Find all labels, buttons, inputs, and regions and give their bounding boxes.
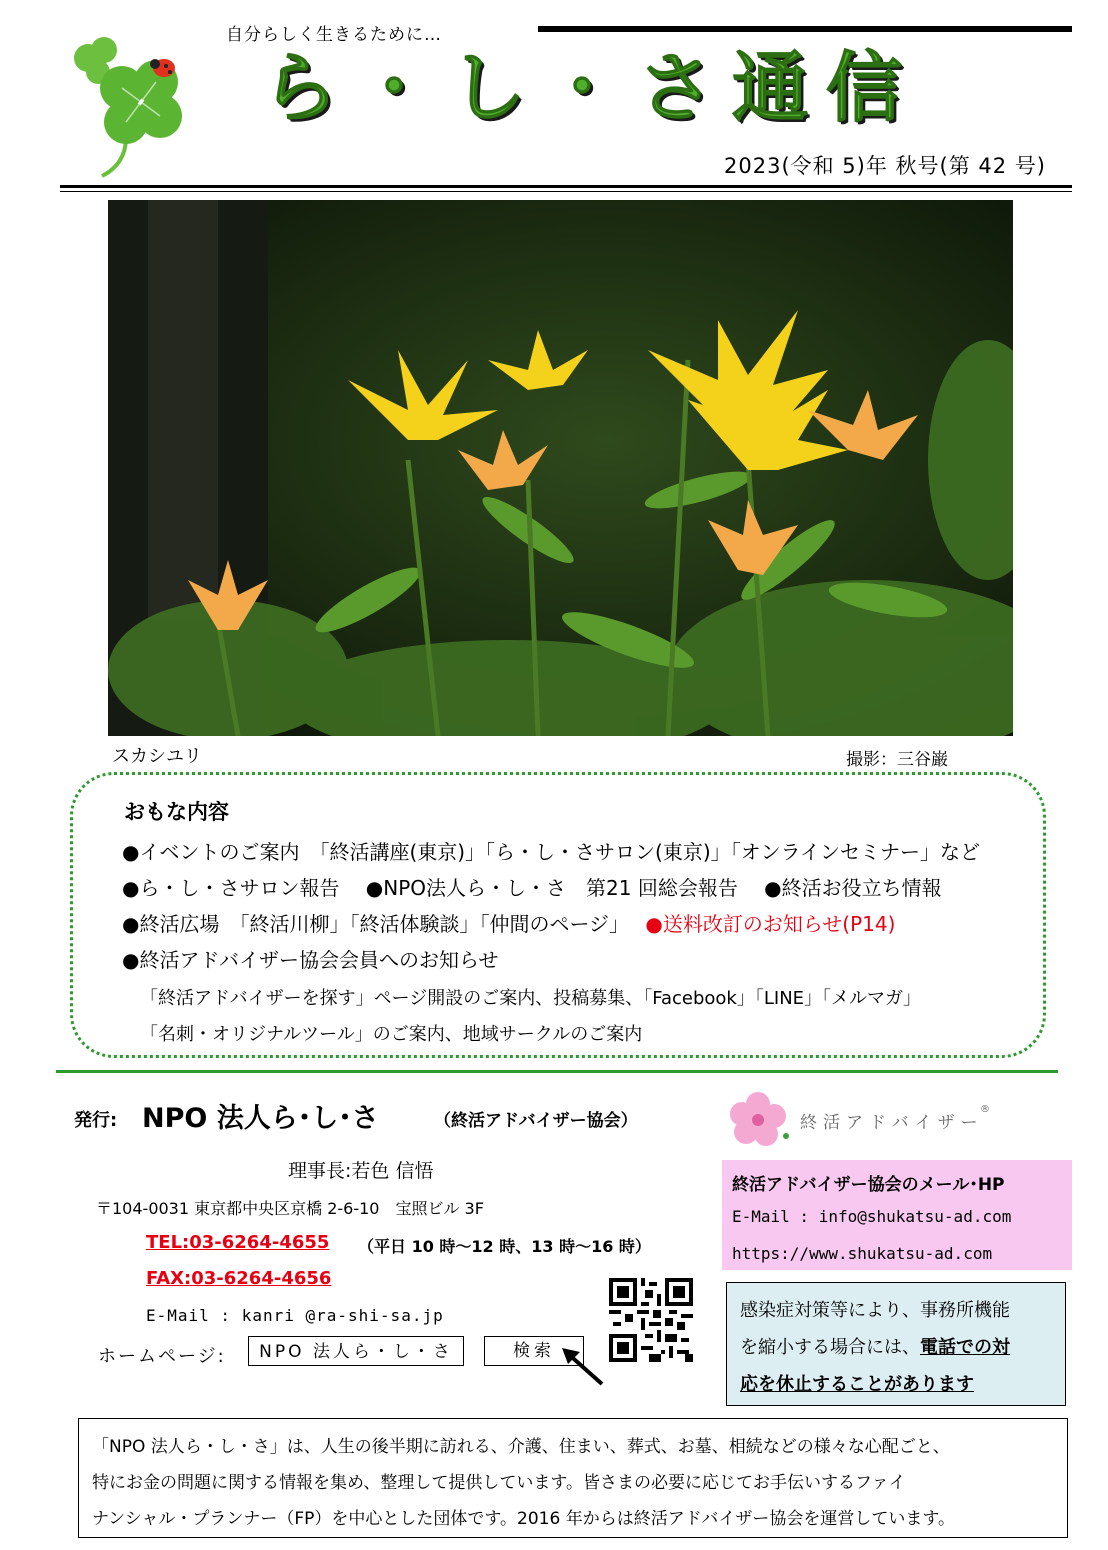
association-email[interactable]: E-Mail : info@shukatsu-ad.com	[732, 1207, 1012, 1226]
publisher-label: 発行:	[74, 1110, 118, 1131]
photo-caption: スカシユリ	[112, 746, 202, 767]
contents-line-reports: ●ら・し・さサロン報告 ●NPO法人ら・し・さ 第21 回総会報告 ●終活お役立ち情報	[122, 876, 942, 900]
section-divider	[56, 1070, 1058, 1073]
arrow-pointer-icon	[558, 1342, 608, 1390]
lily-photo	[108, 200, 1013, 736]
registered-mark: ®	[980, 1104, 990, 1115]
contents-line-members: ●終活アドバイザー協会会員へのお知らせ	[122, 948, 499, 972]
contents-plaza-text: ●終活広場 「終活川柳」「終活体験談」「仲間のページ」	[122, 912, 620, 936]
logo-text: 終活アドバイザー	[800, 1113, 984, 1133]
publisher-subtitle: （終活アドバイザー協会）	[434, 1111, 638, 1131]
contents-line-plaza	[122, 908, 895, 937]
notice-line-3: 応を休止することがあります	[740, 1374, 974, 1395]
tagline: 自分らしく生きるために…	[226, 25, 442, 45]
contents-line-sub1: 「終活アドバイザーを探す」ページ開設のご案内、投稿募集、「Facebook」「LINE」「メルマガ」	[140, 988, 922, 1009]
photo-credit: 撮影：三谷巌	[846, 750, 948, 770]
header-rule-thin	[60, 191, 1072, 192]
qr-code-icon	[609, 1278, 693, 1362]
search-input[interactable]: NPO 法人ら・し・さ	[248, 1336, 464, 1366]
chairman: 理事長:若色 信悟	[288, 1160, 434, 1182]
issue-number: 2023(令和 5)年 秋号(第 42 号)	[724, 154, 1046, 178]
header-rule-thick	[60, 185, 1072, 188]
address: 〒104-0031 東京都中央区京橋 2-6-10 宝照ビル 3F	[96, 1199, 484, 1218]
notice-line-2-bold: 電話での対	[920, 1337, 1010, 1358]
email-address[interactable]: E-Mail : kanri @ra-shi-sa.jp	[146, 1306, 444, 1325]
search-button[interactable]: 検索	[484, 1336, 584, 1366]
contents-heading: おもな内容	[124, 800, 229, 824]
notice-line-1: 感染症対策等により、事務所機能	[740, 1300, 1010, 1321]
phone-number[interactable]: TEL:03-6264-4655	[146, 1232, 330, 1253]
contents-line-sub2: 「名刺・オリジナルツール」のご案内、地域サークルのご案内	[140, 1024, 643, 1045]
office-hours: （平日 10 時～12 時、13 時～16 時）	[358, 1237, 651, 1256]
about-line-2: 特にお金の問題に関する情報を集め、整理して提供しています。皆さまの必要に応じてお手伝いするファイ	[92, 1473, 906, 1493]
newsletter-title: ら・し・さ通信	[262, 43, 920, 132]
association-url[interactable]: https://www.shukatsu-ad.com	[732, 1244, 993, 1263]
shukatsu-adviser-logo	[726, 1086, 996, 1150]
homepage-label: ホームページ:	[98, 1346, 226, 1367]
notice-line-2	[740, 1333, 1010, 1359]
clover-logo-icon	[62, 36, 192, 178]
about-line-3: ナンシャル・プランナー（FP）を中心とした団体です。2016 年からは終活アドバイザー協会を運営しています。	[92, 1509, 956, 1529]
about-line-1: 「NPO 法人ら・し・さ」は、人生の後半期に訪れる、介護、住まい、葬式、お墓、相続などの様々な心配ごと、	[92, 1437, 950, 1457]
fax-number: FAX:03-6264-4656	[146, 1268, 332, 1289]
header-top-rule	[538, 26, 1072, 32]
association-box-title: 終活アドバイザー協会のメール･HP	[732, 1175, 1005, 1195]
contents-line-events: ●イベントのご案内 「終活講座(東京)」「ら・し・さサロン(東京)」「オンラインセミナー」など	[122, 840, 981, 864]
notice-line-2-plain: を縮小する場合には、	[740, 1337, 920, 1358]
postage-notice: ●送料改訂のお知らせ(P14)	[645, 912, 896, 936]
publisher-name: NPO 法人ら･し･さ	[142, 1103, 379, 1134]
